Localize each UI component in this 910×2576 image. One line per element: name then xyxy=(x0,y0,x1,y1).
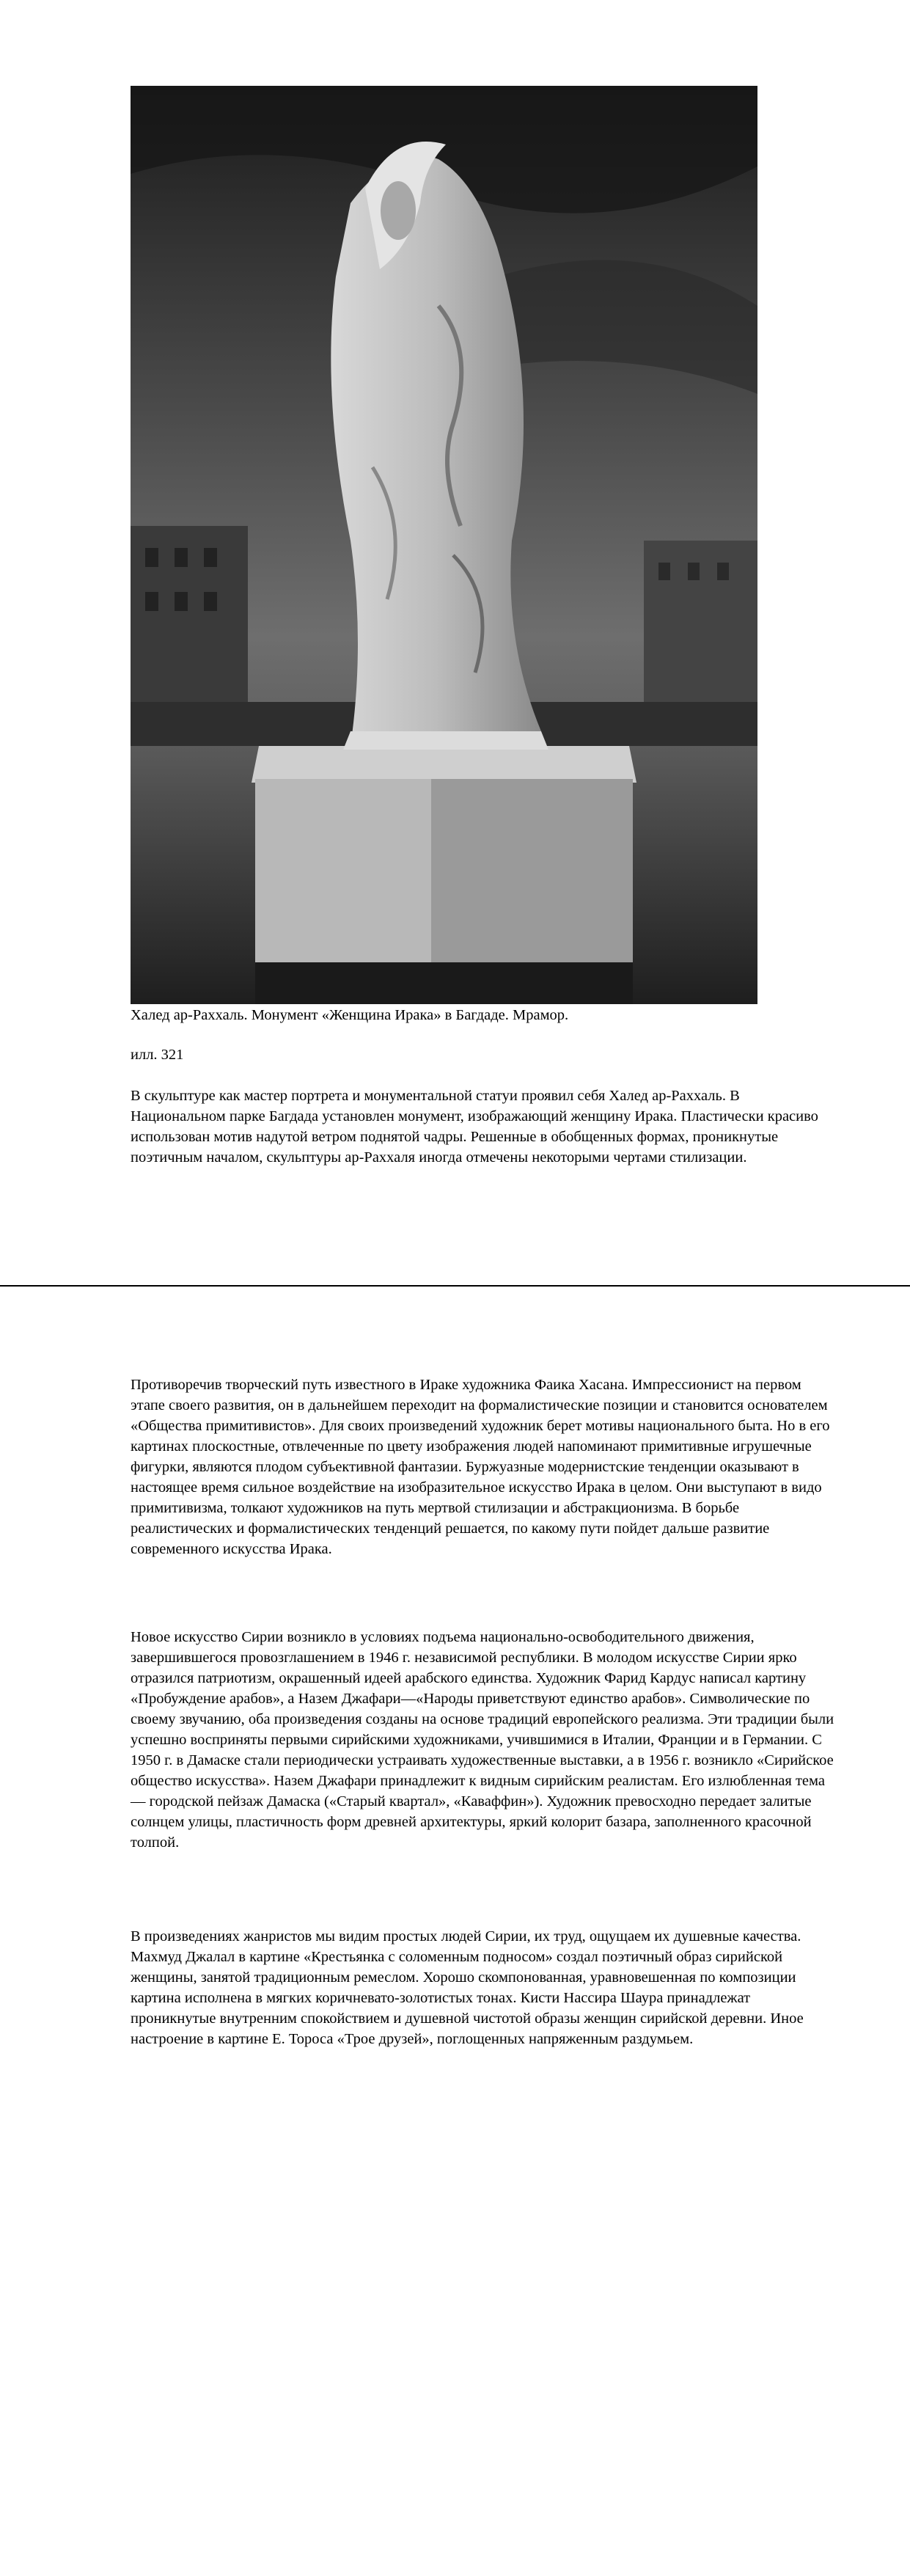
page-1 xyxy=(0,0,910,1287)
figure-caption: Халед ар-Раххаль. Монумент «Женщина Ирака» в Багдаде. Мрамор. xyxy=(131,1007,569,1023)
illustration-number: илл. 321 xyxy=(131,1047,184,1063)
page-2 xyxy=(0,1288,910,2576)
paragraph: Новое искусство Сирии возникло в условиях подъема национально-освободительного движения, завершившегося провозглашением в 1946 г. независимой республики. В молодом искусстве Сирии ярко отразился патриотизм, окрашенный идеей арабского единства. Художник Фарид Кардус написал картину «Пробуждение арабов», а Назем Джафари—«Народы приветствуют единство арабов». Символические по своему звучанию, оба произведения созданы на основе традиций европейского реализма. Эти традиции были успешно восприняты первыми сирийскими художниками, учившимися в Италии, Франции и в Германии. С 1950 г. в Дамаске стали периодически устраивать художественные выставки, а в 1956 г. возникло «Сирийское общество искусства». Назем Джафари принадлежит к видным сирийским реалистам. Его излюбленная тема — городской пейзаж Дамаска («Старый квартал», «Каваффин»). Художник превосходно передает залитые солнцем улицы, пластичность форм древней архитектуры, яркий колорит базара, заполненного красочной толпой. xyxy=(131,1629,834,1851)
sculpture-photo-icon xyxy=(131,86,757,1004)
sculpture-photo xyxy=(131,86,757,1004)
paragraph: В произведениях жанристов мы видим простых людей Сирии, их труд, ощущаем их душевные качества. Махмуд Джалал в картине «Крестьянка с соломенным подносом» создал поэтичный образ сирийской женщины, занятой традиционным ремеслом. Хорошо скомпонованная, уравновешенная по композиции картина исполнена в мягких коричневато-золотистых тонах. Кисти Нассира Шаура принадлежат проникнутые внутренним спокойствием и душевной чистотой образы женщин сирийской деревни. Иное настроение в картине Е. Тороса «Трое друзей», поглощенных напряженным раздумьем. xyxy=(131,1928,804,2047)
paragraph: Противоречив творческий путь известного в Ираке художника Фаика Хасана. Импрессионист на первом этапе своего развития, он в дальнейшем переходит на формалистические позиции и становится основателем «Общества примитивистов». Для своих произведений художник берет мотивы национального быта. Но в его картинах плоскостные, отвлеченные по цвету изображения людей напоминают примитивные игрушечные фигурки, являются плодом субъективной фантазии. Буржуазные модернистские тенденции оказывают в настоящее время сильное воздействие на изобразительное искусство Ирака в целом. Они выступают в видо примитивизма, толкают художников на путь мертвой стилизации и абстракционизма. В борьбе реалистических и формалистических тенденций решается, по какому пути пойдет дальше развитие современного искусства Ирака. xyxy=(131,1377,830,1557)
paragraph: В скульптуре как мастер портрета и монументальной статуи проявил себя Халед ар-Раххаль. В Национальном парке Багдада установлен монумент, изображающий женщину Ирака. Пластически красиво использован мотив надутой ветром поднятой чадры. Решенные в обобщенных формах, проникнутые поэтичным началом, скульптуры ар-Раххаля иногда отмечены некоторыми чертами стилизации. xyxy=(131,1088,818,1166)
